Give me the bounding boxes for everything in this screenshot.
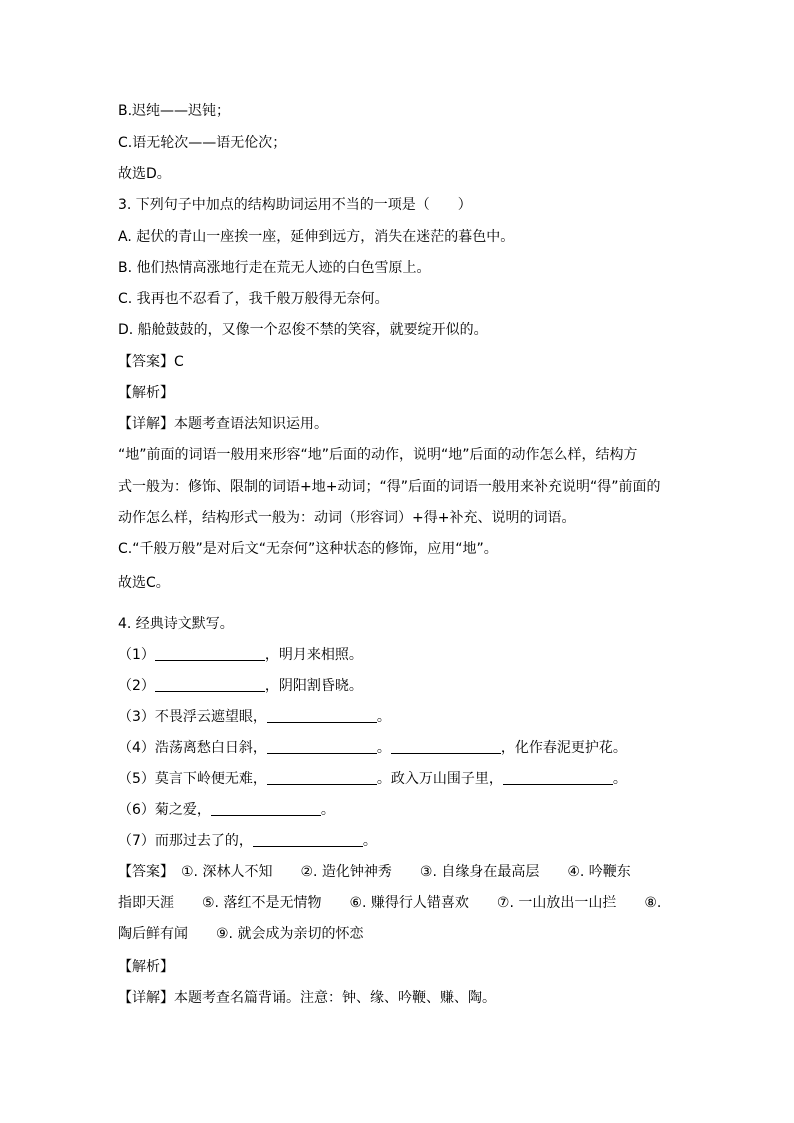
explanation-line: “地”前面的词语一般用来形容“地”后面的动作，说明“地”后面的动作怎么样，结构方 bbox=[118, 447, 638, 463]
explanation-line: 动作怎么样，结构形式一般为：动词（形容词）+得+补充、说明的词语。 bbox=[118, 510, 576, 526]
option-b: B. 他们热情高涨地行走在荒无人迹的白色雪原上。 bbox=[118, 260, 431, 276]
item-middle: 。政入万山围子里， bbox=[376, 771, 503, 787]
answer-blank[interactable] bbox=[267, 708, 377, 723]
fill-item-4 bbox=[118, 738, 627, 758]
option-d: D. 船舱鼓鼓的，又像一个忍俊不禁的笑容，就要绽开似的。 bbox=[118, 322, 488, 338]
item-prefix: （7）而那过去了的， bbox=[118, 833, 253, 849]
answer-blank[interactable] bbox=[155, 677, 265, 692]
text-line: C.语无轮次——语无伦次； bbox=[118, 135, 287, 151]
answer-line: 指即天涯 ⑤. 落红不是无情物 ⑥. 赚得行人错喜欢 ⑦. 一山放出一山拦 ⑧. bbox=[118, 895, 662, 911]
analysis-label: 【解析】 bbox=[118, 385, 174, 401]
detail-label: 【详解】本题考查名篇背诵。注意：钟、缘、吟鞭、赚、陶。 bbox=[118, 990, 496, 1006]
answer-blank[interactable] bbox=[267, 770, 377, 785]
question-3-title: 3. 下列句子中加点的结构助词运用不当的一项是（ ） bbox=[118, 197, 472, 213]
fill-item-1 bbox=[118, 645, 363, 665]
text-line: 故选C。 bbox=[118, 575, 170, 591]
question-4-title: 4. 经典诗文默写。 bbox=[118, 616, 234, 632]
item-prefix: （5）莫言下岭便无难， bbox=[118, 771, 267, 787]
item-prefix: （4）浩荡离愁白日斜， bbox=[118, 740, 267, 756]
answer-blank[interactable] bbox=[267, 739, 377, 754]
item-suffix: ，阴阳割昏晓。 bbox=[264, 678, 363, 694]
answer-label: 【答案】C bbox=[118, 354, 184, 370]
answer-blank[interactable] bbox=[155, 646, 265, 661]
item-suffix: ，化作春泥更护花。 bbox=[500, 740, 627, 756]
text-line: B.迟纯——迟钝； bbox=[118, 103, 231, 119]
item-suffix: 。 bbox=[320, 802, 335, 818]
analysis-label: 【解析】 bbox=[118, 959, 174, 975]
fill-item-7 bbox=[118, 831, 377, 851]
explanation-line: C.“千般万般”是对后文“无奈何”这种状态的修饰，应用“地”。 bbox=[118, 541, 498, 557]
answer-blank[interactable] bbox=[253, 832, 363, 847]
fill-item-3 bbox=[118, 707, 391, 727]
item-suffix: 。 bbox=[362, 833, 377, 849]
answer-blank[interactable] bbox=[391, 739, 501, 754]
fill-item-6 bbox=[118, 800, 335, 820]
item-prefix: （2） bbox=[118, 678, 155, 694]
item-prefix: （3）不畏浮云遮望眼， bbox=[118, 709, 267, 725]
explanation-line: 式一般为：修饰、限制的词语+地+动词；“得”后面的词语一般用来补充说明“得”前面的 bbox=[118, 479, 661, 495]
answer-line: 【答案】 ①. 深林人不知 ②. 造化钟神秀 ③. 自缘身在最高层 ④. 吟鞭东 bbox=[118, 864, 631, 880]
answer-blank[interactable] bbox=[211, 801, 321, 816]
answer-line: 陶后鲜有闻 ⑨. 就会成为亲切的怀恋 bbox=[118, 926, 364, 942]
item-prefix: （1） bbox=[118, 647, 155, 663]
item-suffix: 。 bbox=[612, 771, 627, 787]
item-suffix: ，明月来相照。 bbox=[264, 647, 363, 663]
fill-item-5 bbox=[118, 769, 627, 789]
option-c: C. 我再也不忍看了，我千般万般得无奈何。 bbox=[118, 291, 389, 307]
detail-label: 【详解】本题考查语法知识运用。 bbox=[118, 416, 328, 432]
text-line: 故选D。 bbox=[118, 166, 171, 182]
item-prefix: （6）菊之爱， bbox=[118, 802, 211, 818]
answer-blank[interactable] bbox=[503, 770, 613, 785]
item-suffix: 。 bbox=[376, 709, 391, 725]
item-middle: 。 bbox=[376, 740, 391, 756]
option-a: A. 起伏的青山一座挨一座，延伸到远方，消失在迷茫的暮色中。 bbox=[118, 229, 515, 245]
fill-item-2 bbox=[118, 676, 363, 696]
